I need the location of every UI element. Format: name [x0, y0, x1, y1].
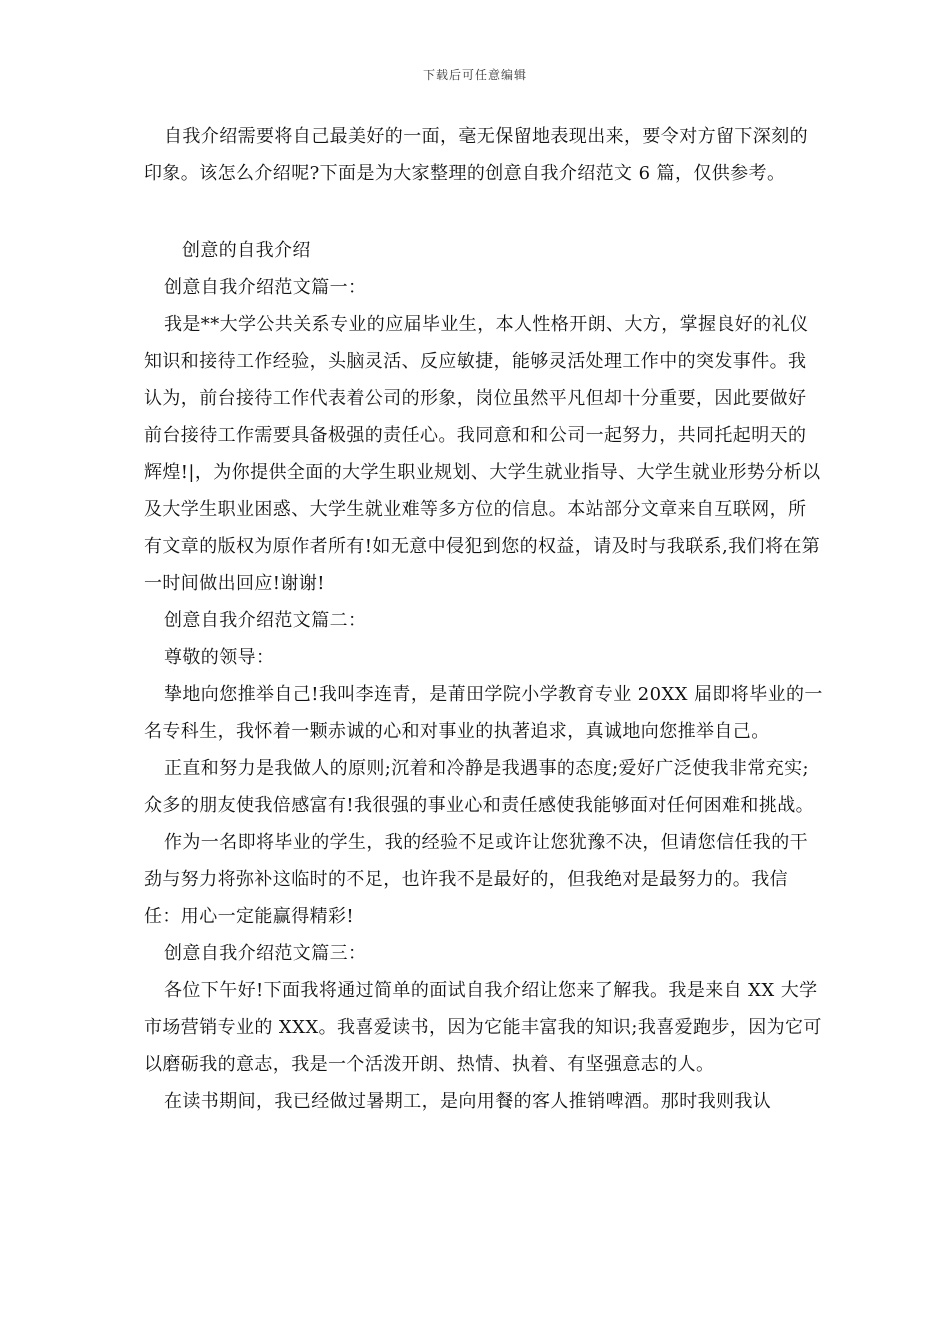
- document-body: [144, 118, 824, 1120]
- section-heading-2: 创意自我介绍范文篇二：: [164, 610, 367, 631]
- section-heading-3: 创意自我介绍范文篇三：: [164, 943, 367, 964]
- section-2-paragraph-3: 作为一名即将毕业的学生，我的经验不足或许让您犹豫不决，但请您信任我的干劲与努力将弥补这临时的不足，也许我不是最好的，但我绝对是最努力的。我信任：用心一定能赢得精彩!: [144, 832, 808, 927]
- section-3-paragraph-2: 在读书期间，我已经做过暑期工，是向用餐的客人推销啤酒。那时我则我认: [164, 1091, 772, 1112]
- section-2-paragraph-1: 挚地向您推举自己!我叫李连青，是莆田学院小学教育专业 20XX 届即将毕业的一名专科生，我怀着一颗赤诚的心和对事业的执著追求，真诚地向您推举自己。: [144, 684, 823, 742]
- section-heading-1: 创意自我介绍范文篇一：: [164, 277, 367, 298]
- spacer: [144, 192, 824, 232]
- intro-paragraph: 自我介绍需要将自己最美好的一面，毫无保留地表现出来，要令对方留下深刻的印象。该怎么介绍呢?下面是为大家整理的创意自我介绍范文 6 篇，仅供参考。: [144, 126, 808, 184]
- section-2-paragraph-2: 正直和努力是我做人的原则;沉着和冷静是我遇事的态度;爱好广泛使我非常充实;众多的朋友使我倍感富有!我很强的事业心和责任感使我能够面对任何困难和挑战。: [144, 758, 815, 816]
- section-1-paragraph: 我是**大学公共关系专业的应届毕业生，本人性格开朗、大方，掌握良好的礼仪知识和接待工作经验，头脑灵活、反应敏捷，能够灵活处理工作中的突发事件。我认为，前台接待工作代表着公司的形象，岗位虽然平凡但却十分重要，因此要做好前台接待工作需要具备极强的责任心。我同意和和公司一起努力，共同托起明天的辉煌!|，为你提供全面的大学生职业规划、大学生就业指导、大学生就业形势分析以及大学生职业困惑、大学生就业难等多方位的信息。本站部分文章来自互联网，所有文章的版权为原作者所有!如无意中侵犯到您的权益，请及时与我联系,我们将在第一时间做出回应!谢谢!: [144, 314, 821, 594]
- document-title: 创意的自我介绍: [182, 240, 311, 261]
- section-3-paragraph-1: 各位下午好!下面我将通过简单的面试自我介绍让您来了解我。我是来自 XX 大学市场营销专业的 XXX。我喜爱读书，因为它能丰富我的知识;我喜爱跑步，因为它可以磨砺我的意志，我是一个活泼开朗、热情、执着、有坚强意志的人。: [144, 980, 822, 1075]
- page-header: 下载后可任意编辑: [422, 68, 527, 82]
- section-2-salutation: 尊敬的领导：: [164, 647, 275, 668]
